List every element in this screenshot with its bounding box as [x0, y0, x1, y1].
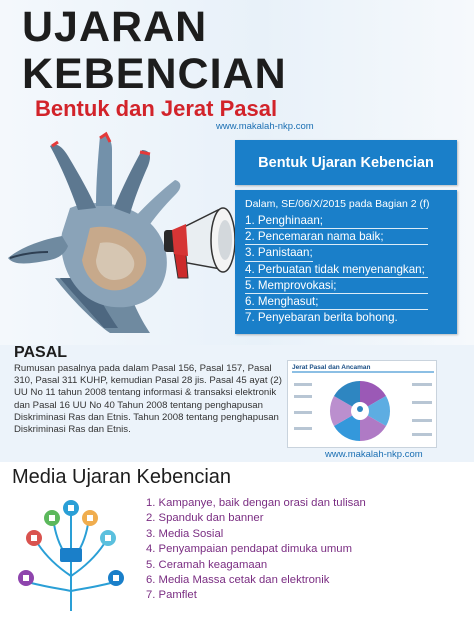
pasal-line: UU No 11 tahun 2008 tentang informasi & transaksi elektronik: [14, 387, 277, 399]
page-subtitle: Bentuk dan Jerat Pasal: [35, 96, 278, 121]
bentuk-item: 1. Penghinaan;: [245, 213, 428, 229]
pasal-title: PASAL: [14, 344, 68, 361]
media-item: 2. Spanduk dan banner: [146, 512, 264, 525]
bentuk-item: 3. Panistaan;: [245, 245, 313, 261]
pasal-line: dan Pasal 16 UU No 40 Tahun 2008 tentang penghapusan: [14, 399, 263, 411]
website-url-mid: www.makalah-nkp.com: [325, 449, 423, 460]
media-list: [146, 496, 366, 604]
pasal-line: Diskriminasi Ras dan Etnis. Tahun 2008 tentang penghapusan: [14, 411, 279, 423]
media-tree-illustration: [16, 496, 126, 616]
media-section-title: Media Ujaran Kebencian: [12, 466, 232, 488]
bentuk-list-box: [235, 190, 457, 334]
bentuk-intro: Dalam, SE/06/X/2015 pada Bagian 2 (f): [245, 198, 430, 210]
pasal-line: 310, Pasal 311 KUHP, kemudian Pasal 28 jis. Pasal 45 ayat (2): [14, 375, 282, 387]
bentuk-list: [245, 213, 450, 325]
pie-thumbnail-icon: [288, 361, 438, 449]
bentuk-item: 2. Pencemaran nama baik;: [245, 229, 428, 245]
media-item: 5. Ceramah keagamaan: [146, 558, 268, 571]
media-item: 3. Media Sosial: [146, 527, 224, 540]
website-url-top: www.makalah-nkp.com: [216, 121, 314, 132]
pasal-body: [14, 363, 282, 436]
page-title: [22, 4, 287, 98]
hand-megaphone-icon: [0, 128, 248, 338]
pasal-line: Rumusan pasalnya pada dalam Pasal 156, Pasal 157, Pasal: [14, 363, 272, 374]
media-item: 7. Pamflet: [146, 589, 197, 602]
bentuk-item: 5. Memprovokasi;: [245, 278, 428, 294]
bentuk-heading-box: Bentuk Ujaran Kebencian: [235, 140, 457, 185]
media-item: 4. Penyampaian pendapat dimuka umum: [146, 543, 352, 556]
bentuk-item: 6. Menghasut;: [245, 294, 428, 310]
social-media-tree-icon: [16, 496, 126, 616]
bentuk-item: 4. Perbuatan tidak menyenangkan;: [245, 262, 428, 278]
pasal-line: Diskriminasi Ras dan Etnis.: [14, 424, 131, 436]
media-item: 6. Media Massa cetak dan elektronik: [146, 574, 330, 587]
media-item: 1. Kampanye, baik dengan orasi dan tulisan: [146, 497, 366, 509]
thumbnail-title: Jerat Pasal dan Ancaman: [292, 364, 371, 371]
jerat-pasal-thumbnail: [287, 360, 437, 448]
hand-megaphone-illustration: [0, 128, 248, 338]
bentuk-item: 7. Penyebaran berita bohong.: [245, 311, 398, 325]
title-line-2: KEBENCIAN: [22, 50, 287, 98]
title-line-1: UJARAN: [22, 3, 208, 51]
